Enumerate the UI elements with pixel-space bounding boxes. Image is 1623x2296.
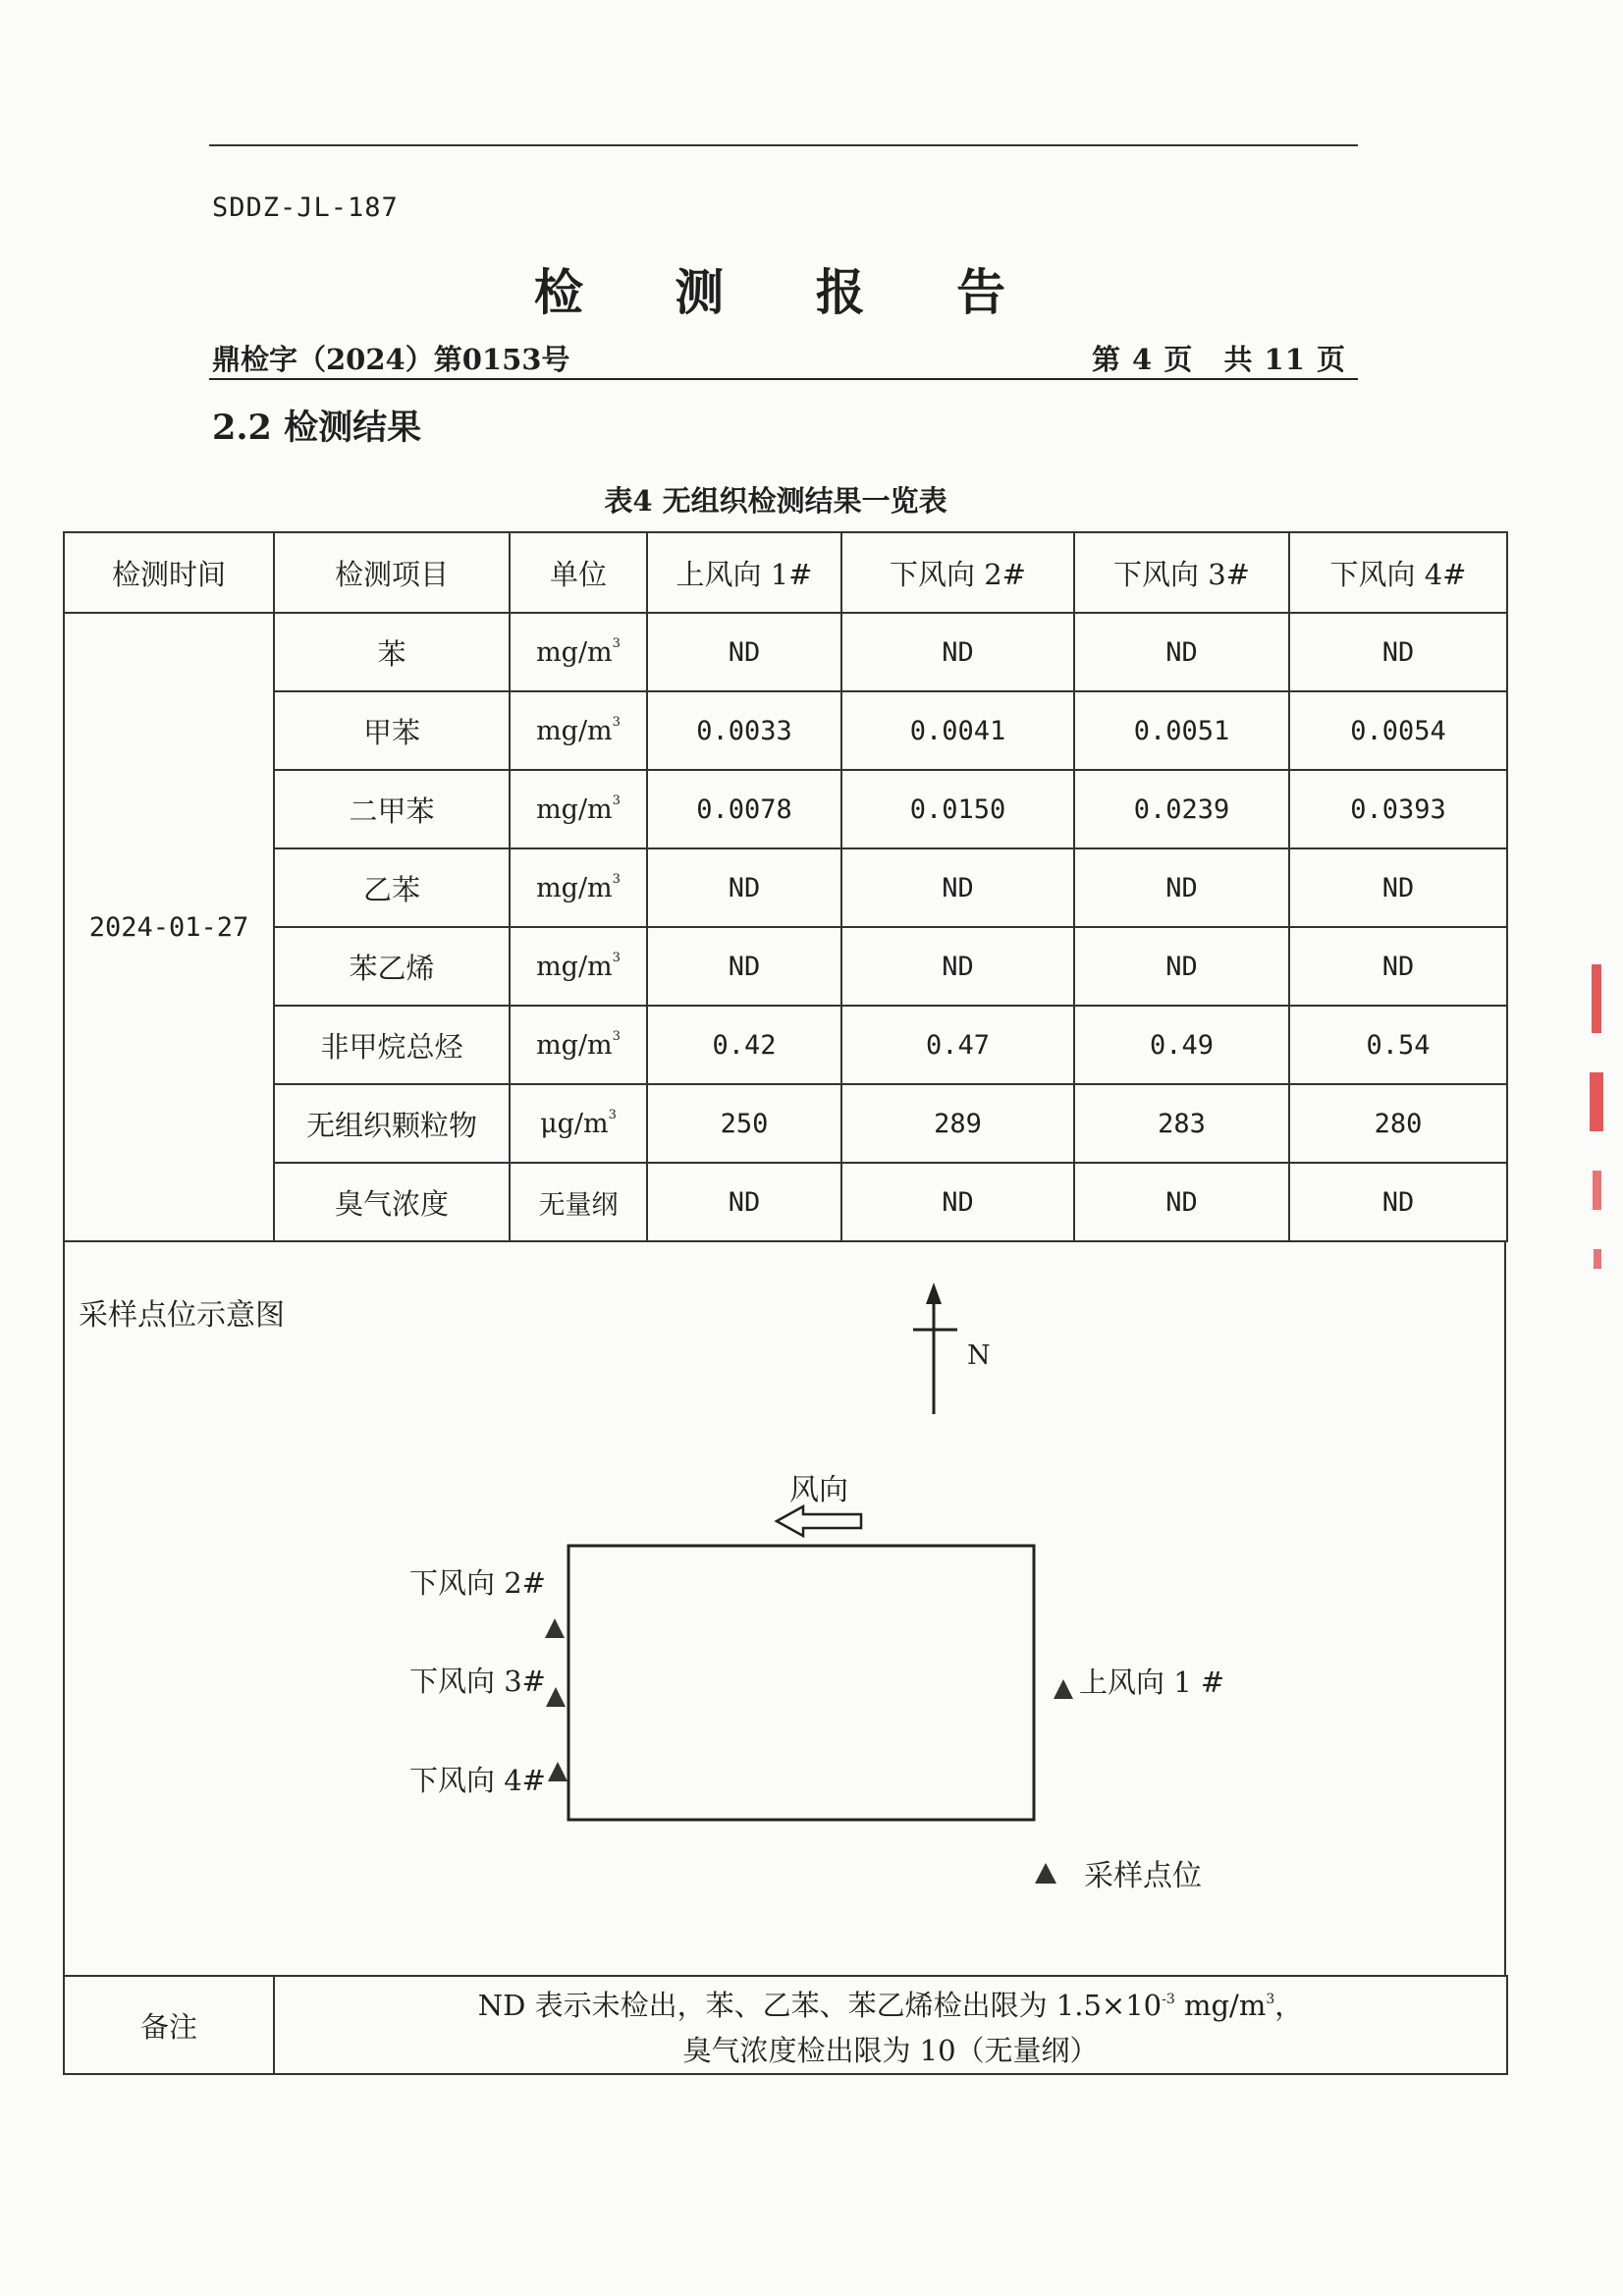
value-cell: 0.0150	[841, 770, 1074, 848]
value-cell: 0.0051	[1074, 691, 1289, 770]
item-cell: 非甲烷总烃	[274, 1006, 510, 1084]
header-cell-point-2: 下风向 2#	[841, 532, 1074, 613]
official-seal-fragment	[1588, 964, 1607, 1279]
value-cell: 283	[1074, 1084, 1289, 1163]
value-cell: ND	[841, 927, 1074, 1006]
remark-table	[63, 1975, 1508, 2075]
header-cell-point-4: 下风向 4#	[1289, 532, 1507, 613]
value-cell: 0.0393	[1289, 770, 1507, 848]
value-cell: ND	[841, 1163, 1074, 1241]
value-cell: 0.42	[647, 1006, 841, 1084]
value-cell: ND	[647, 613, 841, 691]
value-cell: ND	[647, 1163, 841, 1241]
page-current: 第 4 页	[1091, 343, 1194, 376]
value-cell: ND	[1074, 927, 1289, 1006]
remark-content	[274, 1976, 1507, 2074]
page-total: 共 11 页	[1223, 343, 1346, 376]
unit-cell: $mg/m^3$	[510, 927, 647, 1006]
item-cell: 乙苯	[274, 848, 510, 927]
unit-cell: 无量纲	[510, 1163, 647, 1241]
header-cell-item: 检测项目	[274, 532, 510, 613]
value-cell: 0.47	[841, 1006, 1074, 1084]
date-cell: 2024-01-27	[64, 613, 274, 1241]
point-label-1: 上风向 1 #	[1079, 1666, 1225, 1699]
item-cell: 二甲苯	[274, 770, 510, 848]
legend-label: 采样点位	[1084, 1859, 1202, 1893]
remark-line-2: 臭气浓度检出限为 10（无量纲）	[682, 2034, 1099, 2067]
value-cell: 0.0033	[647, 691, 841, 770]
value-cell: ND	[1074, 1163, 1289, 1241]
north-arrow-icon	[913, 1283, 957, 1414]
sampling-point-marker	[545, 1618, 565, 1638]
item-cell: 苯乙烯	[274, 927, 510, 1006]
value-cell: 289	[841, 1084, 1074, 1163]
value-cell: ND	[1289, 848, 1507, 927]
point-label-3: 下风向 3#	[409, 1665, 546, 1698]
item-cell: 无组织颗粒物	[274, 1084, 510, 1163]
point-label-2: 下风向 2#	[409, 1566, 546, 1600]
sampling-point-marker	[546, 1687, 566, 1707]
value-cell: 0.0078	[647, 770, 841, 848]
wind-direction-label: 风向	[789, 1473, 848, 1507]
site-outline	[568, 1546, 1034, 1820]
unit-cell: $mg/m^3$	[510, 691, 647, 770]
value-cell: 0.0239	[1074, 770, 1289, 848]
value-cell: ND	[1074, 848, 1289, 927]
table-caption: 表4 无组织检测结果一览表	[604, 484, 947, 518]
value-cell: 0.0054	[1289, 691, 1507, 770]
header-cell-unit: 单位	[510, 532, 647, 613]
value-cell: ND	[1289, 927, 1507, 1006]
value-cell: ND	[841, 613, 1074, 691]
value-cell: ND	[841, 848, 1074, 927]
document-title: 检 测 报 告	[533, 263, 1044, 321]
item-cell: 甲苯	[274, 691, 510, 770]
document-number: 鼎检字（2024）第0153号	[212, 343, 570, 376]
unit-cell: $\mu g/m^3$	[510, 1084, 647, 1163]
legend-marker-icon	[1035, 1863, 1056, 1884]
value-cell: 250	[647, 1084, 841, 1163]
value-cell: ND	[1074, 613, 1289, 691]
section-title: 2.2 检测结果	[212, 408, 422, 448]
value-cell: 0.54	[1289, 1006, 1507, 1084]
sampling-point-marker	[1054, 1679, 1073, 1699]
sampling-diagram-label: 采样点位示意图	[79, 1298, 285, 1333]
value-cell: ND	[1289, 1163, 1507, 1241]
value-cell: 0.49	[1074, 1006, 1289, 1084]
value-cell: 280	[1289, 1084, 1507, 1163]
header-cell-point-1: 上风向 1#	[647, 532, 841, 613]
sampling-point-marker	[548, 1762, 568, 1781]
unit-cell: $mg/m^3$	[510, 613, 647, 691]
header-cell-point-3: 下风向 3#	[1074, 532, 1289, 613]
item-cell: 臭气浓度	[274, 1163, 510, 1241]
unit-cell: $mg/m^3$	[510, 1006, 647, 1084]
remark-row	[64, 1976, 1507, 2074]
remark-line-1: ND 表示未检出，苯、乙苯、苯乙烯检出限为 $1.5\times 10^{-3}$ $mg/m^3$，	[477, 1989, 1304, 2022]
document-code: SDDZ-JL-187	[212, 192, 399, 223]
unit-cell: $mg/m^3$	[510, 770, 647, 848]
value-cell: ND	[647, 927, 841, 1006]
value-cell: ND	[647, 848, 841, 927]
value-cell: ND	[1289, 613, 1507, 691]
remark-label: 备注	[64, 1976, 274, 2074]
item-cell: 苯	[274, 613, 510, 691]
unit-cell: $mg/m^3$	[510, 848, 647, 927]
header-cell-time: 检测时间	[64, 532, 274, 613]
wind-arrow-icon	[777, 1506, 861, 1536]
value-cell: 0.0041	[841, 691, 1074, 770]
north-label: N	[967, 1340, 991, 1371]
point-label-4: 下风向 4#	[409, 1764, 546, 1797]
